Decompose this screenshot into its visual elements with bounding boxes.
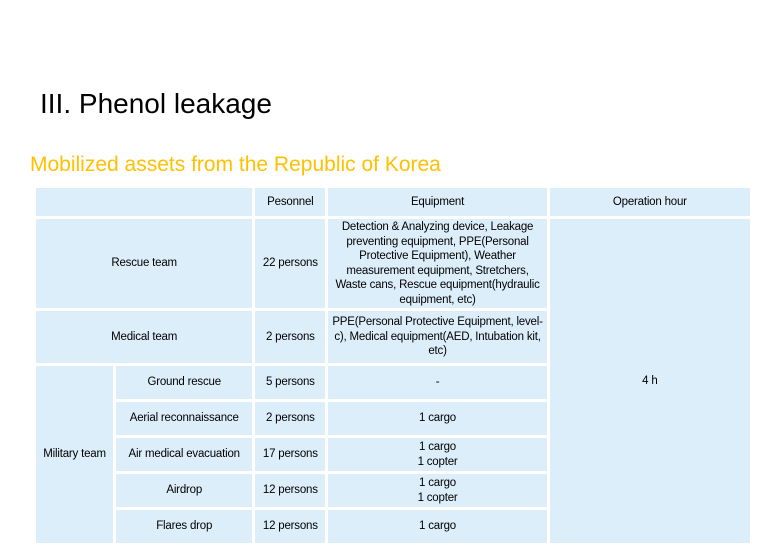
rescue-team-label: Rescue team <box>36 219 252 308</box>
military-personnel: 17 persons <box>255 438 325 471</box>
table-header-row <box>36 188 750 216</box>
military-equipment: - <box>328 366 546 399</box>
military-team-label: Military team <box>36 366 113 543</box>
medical-team-label: Medical team <box>36 311 252 363</box>
rescue-team-personnel: 22 persons <box>255 219 325 308</box>
military-equipment: 1 cargo <box>328 402 546 435</box>
military-unit: Ground rescue <box>116 366 252 399</box>
header-blank-cell <box>36 188 252 216</box>
military-personnel: 5 persons <box>255 366 325 399</box>
equipment-line: 1 cargo <box>419 477 457 489</box>
military-personnel: 2 persons <box>255 402 325 435</box>
military-unit: Air medical evacuation <box>116 438 252 471</box>
medical-team-personnel: 2 persons <box>255 311 325 363</box>
military-unit: Aerial reconnaissance <box>116 402 252 435</box>
slide-title: III. Phenol leakage <box>40 88 272 119</box>
slide-subtitle: Mobilized assets from the Republic of Korea <box>30 153 441 176</box>
equipment-line: 1 cargo <box>419 441 457 453</box>
table-row <box>36 219 750 308</box>
military-equipment <box>328 438 546 471</box>
equipment-line: 1 copter <box>417 491 458 504</box>
military-equipment <box>328 474 546 507</box>
header-equipment: Equipment <box>328 188 546 216</box>
military-personnel: 12 persons <box>255 510 325 543</box>
header-operation-hour: Operation hour <box>550 188 750 216</box>
military-equipment: 1 cargo <box>328 510 546 543</box>
assets-table <box>33 185 753 546</box>
medical-team-equipment: PPE(Personal Protective Equipment, level-c), Medical equipment(AED, Intubation kit, etc) <box>328 311 546 363</box>
military-unit: Flares drop <box>116 510 252 543</box>
military-personnel: 12 persons <box>255 474 325 507</box>
equipment-line: 1 copter <box>417 455 458 468</box>
rescue-team-equipment: Detection & Analyzing device, Leakage preventing equipment, PPE(Personal Protective Equipment), Weather measurement equipment, Stretchers, Waste cans, Rescue equipment(hydraulic equipment, etc) <box>328 219 546 308</box>
header-personnel: Pesonnel <box>255 188 325 216</box>
operation-hour-cell: 4 h <box>550 219 750 543</box>
military-unit: Airdrop <box>116 474 252 507</box>
